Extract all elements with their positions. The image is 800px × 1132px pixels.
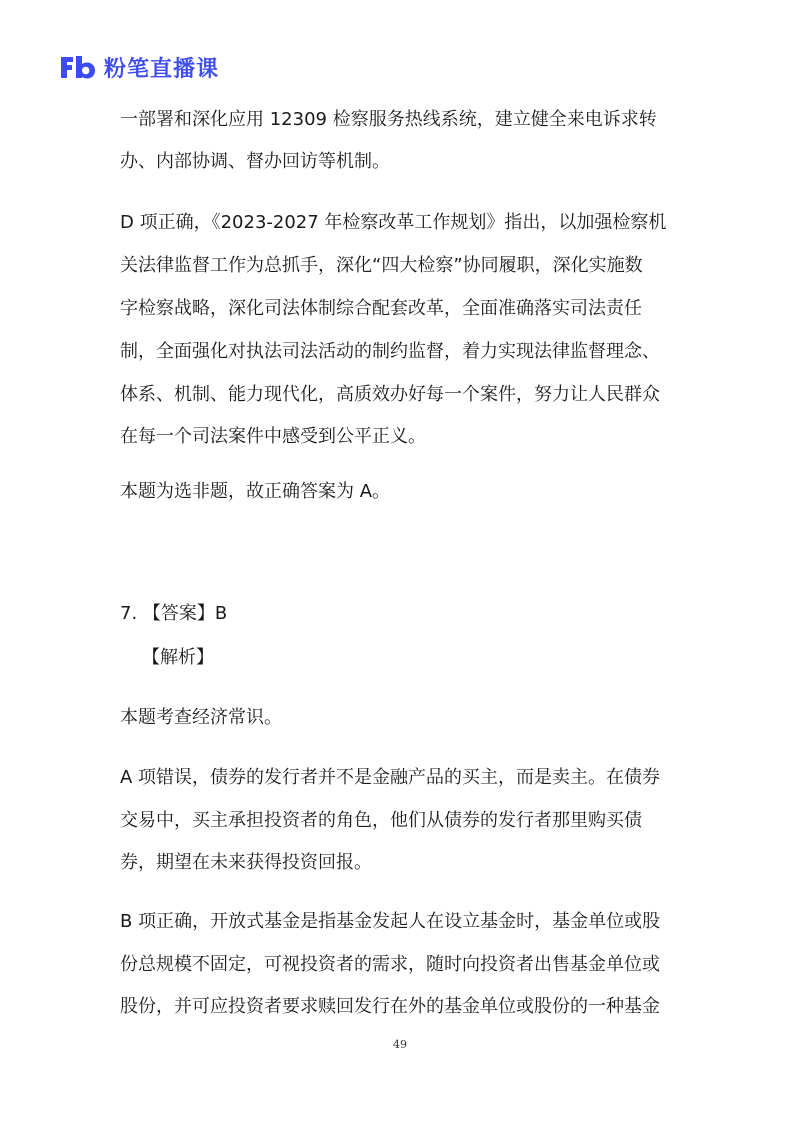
text-line: 办、内部协调、督办回访等机制。	[120, 151, 390, 172]
text-line: 体系、机制、能力现代化，高质效办好每一个案件，努力让人民群众	[120, 384, 660, 405]
text-line: D 项正确，《2023-2027 年检察改革工作规划》指出，以加强检察机	[120, 212, 667, 233]
text-line: 份总规模不固定，可视投资者的需求，随时向投资者出售基金单位或	[120, 954, 660, 975]
page-header	[58, 52, 219, 82]
text-line: 关法律监督工作为总抓手，深化“四大检察”协同履职，深化实施数	[120, 255, 643, 276]
text-line: 本题为选非题，故正确答案为 A。	[120, 481, 391, 502]
text-line: 本题考查经济常识。	[120, 707, 282, 728]
text-line: 在每一个司法案件中感受到公平正义。	[120, 426, 426, 447]
brand-name: 粉笔直播课	[104, 56, 220, 82]
text-line: 股份，并可应投资者要求赎回发行在外的基金单位或股份的一种基金	[120, 996, 660, 1017]
page-number: 49	[393, 1038, 407, 1051]
text-line: 券，期望在未来获得投资回报。	[120, 852, 372, 873]
text-line: 一部署和深化应用 12309 检察服务热线系统，建立健全来电诉求转	[120, 109, 657, 130]
analysis-heading: 【解析】	[142, 647, 214, 668]
text-line: 制，全面强化对执法司法活动的制约监督，着力实现法律监督理念、	[120, 341, 660, 362]
text-line: A 项错误，债券的发行者并不是金融产品的买主，而是卖主。在债券	[120, 767, 661, 788]
text-line: 字检察战略，深化司法体制综合配套改革，全面准确落实司法责任	[120, 298, 642, 319]
fb-logo-icon	[58, 53, 98, 81]
text-line: B 项正确，开放式基金是指基金发起人在设立基金时，基金单位或股	[120, 911, 661, 932]
answer-heading: 7. 【答案】B	[120, 603, 228, 624]
text-line: 交易中，买主承担投资者的角色，他们从债券的发行者那里购买债	[120, 810, 642, 831]
